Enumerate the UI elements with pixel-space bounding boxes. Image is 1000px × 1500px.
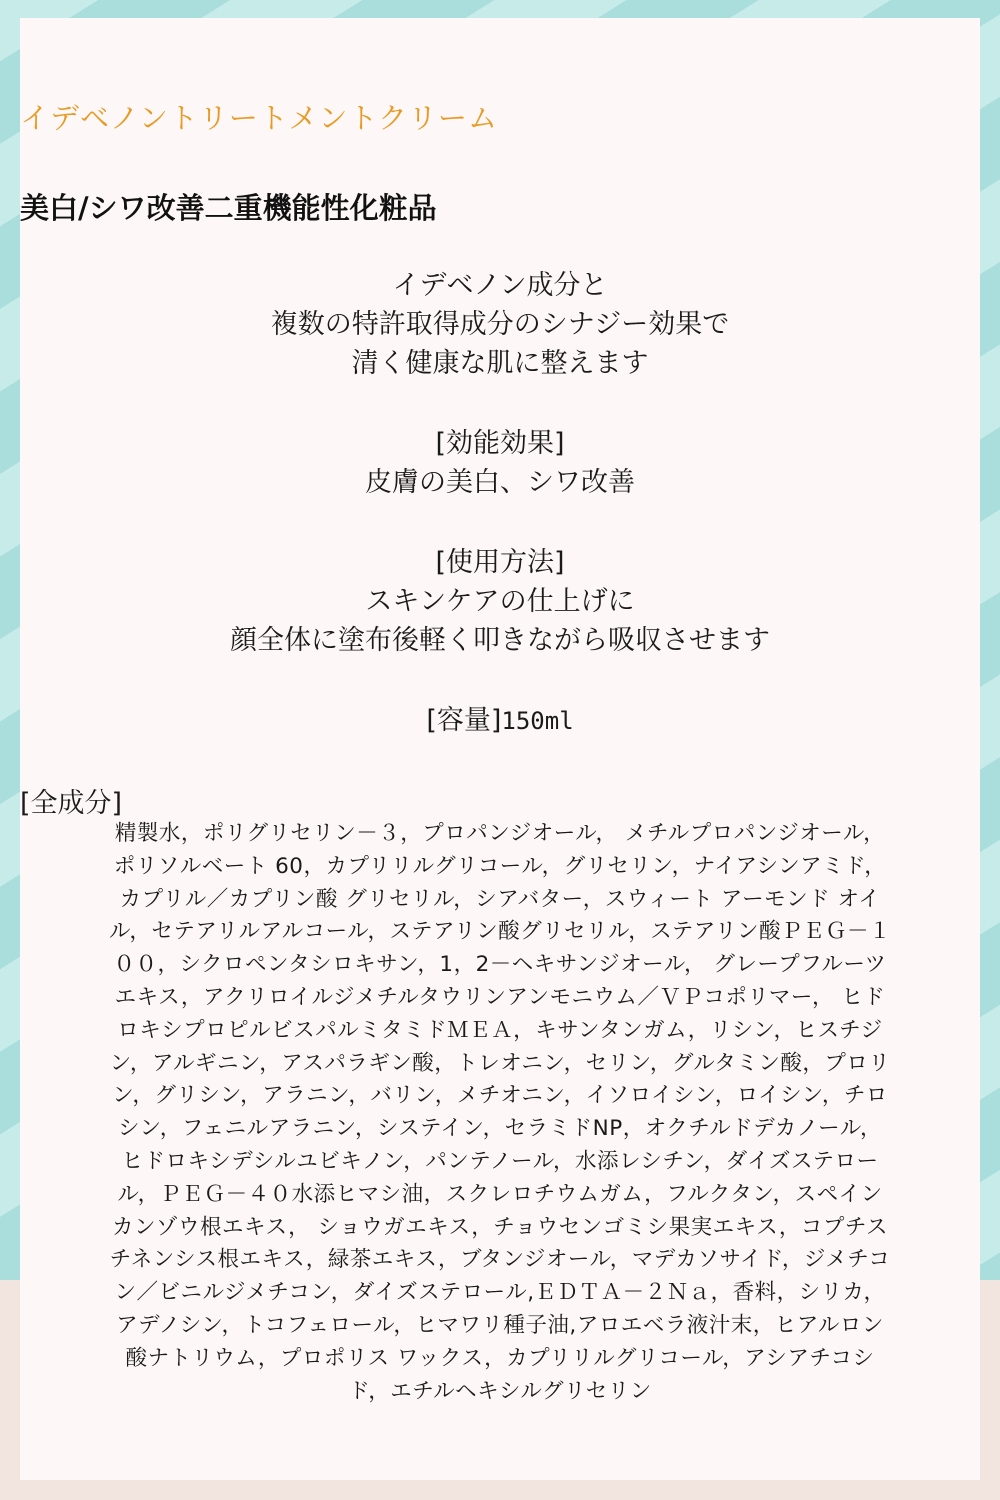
ingredients-heading: [全成分]: [20, 788, 123, 819]
product-subtitle: 美白/シワ改善二重機能性化粧品: [20, 191, 437, 225]
usage-section: [20, 543, 980, 660]
volume-label: [容量]: [426, 705, 502, 736]
product-title: イデベノントリートメントクリーム: [20, 101, 498, 135]
content-card: [20, 18, 980, 1480]
usage-line: 顔全体に塗布後軽く叩きながら吸収させます: [230, 625, 770, 656]
effect-heading: [効能効果]: [435, 428, 565, 459]
intro-section: [20, 266, 980, 383]
usage-line: スキンケアの仕上げに: [365, 586, 635, 617]
ingredients-list: 精製水，ポリグリセリン－３，プロパンジオール， メチルプロパンジオール， ポリソルベート 60，カプリリルグリコール，グリセリン，ナイアシンアミド，カプリル／カプリン酸 グリセリル，シアバター，スウィート アーモンド オイル，セテアリルアルコール，ステアリン酸グリセリル，ステアリン酸ＰＥＧ－１００，シクロペンタシロキサン，1，2－ヘキサンジオール， グレープフルーツエキス，アクリロイルジメチルタウリンアンモニウム／ＶＰコポリマー， ヒドロキシプロピルビスパルミタミドＭＥＡ，キサンタンガム，リシン，ヒスチジン，アルギニン，アスパラギン酸，トレオニン，セリン，グルタミン酸，プロリン，グリシン，アラニン，バリン，メチオニン，イソロイシン，ロイシン，チロシン，フェニルアラニン，システイン，セラミドNP，オクチルドデカノール，ヒドロキシデシルユビキノン，パンテノール，水添レシチン，ダイズステロール，ＰＥＧ－４０水添ヒマシ油，スクレロチウムガム，フルクタン，スペインカンゾウ根エキス， ショウガエキス，チョウセンゴミシ果実エキス，コプチスチネンシス根エキス，緑茶エキス，ブタンジオール，マデカソサイド，ジメチコン／ビニルジメチコン，ダイズステロール,ＥＤＴＡ－２Ｎａ，香料，シリカ，アデノシン，トコフェロール，ヒマワリ種子油,アロエベラ液汁末，ヒアルロン酸ナトリウム，プロポリス ワックス，カプリリルグリコール，アシアチコシド，エチルヘキシルグリセリン: [109, 821, 891, 1404]
volume-value: 150ml: [501, 707, 574, 735]
intro-line: 複数の特許取得成分のシナジー効果で: [270, 309, 730, 340]
usage-heading: [使用方法]: [435, 547, 565, 578]
intro-line: 清く健康な肌に整えます: [351, 348, 649, 379]
intro-line: イデベノン成分と: [392, 270, 608, 301]
volume-section: [20, 701, 980, 741]
effect-text: 皮膚の美白、シワ改善: [365, 467, 635, 498]
effect-section: [20, 424, 980, 502]
